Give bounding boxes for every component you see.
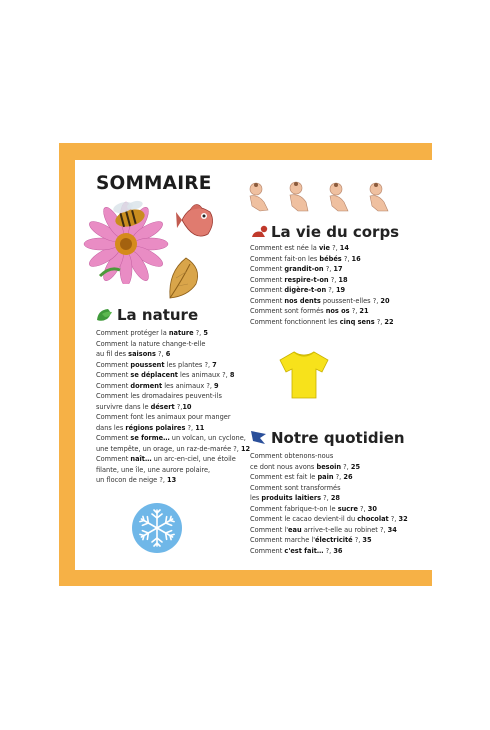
toc-entry [96,444,250,455]
toc-entry [250,483,408,494]
toc-entry [96,433,250,444]
entry-text: Comment [96,381,131,390]
entry-keyword: eau [288,525,302,534]
page-number: 6 [165,350,171,358]
page-number: 13 [167,476,177,484]
baby-icon [250,225,268,239]
entry-text: Comment [250,286,285,294]
fish-illustration [176,198,218,244]
flag-icon [250,430,268,446]
entry-text: Comment fonctionnent les [250,317,340,326]
entry-text: dans les [96,423,126,432]
entry-text: Comment la nature change-t-elle [96,339,206,348]
page-number: 32 [398,515,408,523]
toc-entry [250,493,408,504]
entry-text: Comment [96,455,131,463]
entry-text: filante, une île, une aurore polaire, [96,465,211,474]
page-number: 22 [384,317,394,326]
entry-keyword: pain [317,473,334,481]
entry-text: Comment protéger la [96,329,169,337]
entry-keyword: c'est fait… [284,546,324,555]
section-nature-heading: La nature [96,306,198,324]
entry-text: Comment [96,371,131,379]
entry-keyword: se forme… [130,434,170,442]
entry-text: Comment sont formés [250,307,326,315]
toc-entry [250,504,408,515]
entry-suffix: ?, [323,546,334,555]
toc-entry [96,339,250,350]
entry-keyword: vie [318,244,330,252]
entry-text: Comment [96,360,131,369]
tshirt-illustration [278,350,330,400]
toc-entry [250,525,408,536]
toc-entry [250,546,408,557]
entry-text: un flocon de neige ?, [96,476,168,484]
entry-suffix: ?, [352,536,363,544]
entry-text: au fil des [96,350,129,358]
entry-keyword: digère-t-on [284,286,327,294]
entry-suffix: ?, [357,504,368,513]
entry-keyword: sucre [337,504,358,513]
entry-keyword: nos dents [284,296,321,305]
toc-entry [250,317,394,328]
toc-entry [96,328,250,339]
entry-suffix: ?, [333,473,344,481]
entry-keyword: produits laitiers [261,494,322,502]
page-number: 16 [351,254,361,263]
page-number: 8 [229,371,235,379]
entry-suffix: poussent-elles ?, [320,296,381,305]
page-number: 21 [359,307,369,315]
toc-entry [250,254,394,265]
entry-keyword: saisons [128,350,156,358]
page-number: 14 [339,244,349,252]
entry-text: Comment [250,546,285,555]
corps-entries [250,243,394,327]
entry-keyword: bébés [319,254,342,263]
toc-entry [250,306,394,317]
page-number: 30 [367,504,377,513]
toc-entry [96,454,250,465]
toc-entry [250,462,408,473]
entry-suffix: un arc-en-ciel, une étoile [151,455,236,463]
entry-suffix: ?, [328,275,339,284]
toc-entry [96,381,250,392]
entry-text: Comment est née la [250,244,319,252]
page-number: 17 [333,265,343,273]
page-number: 20 [380,296,390,305]
page-number: 9 [214,381,219,390]
toc-entry [96,370,250,381]
toc-entry [96,402,250,413]
entry-suffix: ?, [185,423,196,432]
entry-suffix: ?, [174,402,183,411]
toc-entry [250,275,394,286]
flower-bee-illustration [80,196,172,284]
entry-text: Comment fabrique-t-on le [250,504,338,513]
toc-entry [250,472,408,483]
entry-suffix: les animaux ?, [177,371,230,379]
entry-text: Comment [250,265,285,273]
entry-suffix: ?, [349,307,360,315]
page-number: 7 [212,360,217,369]
toc-entry [250,243,394,254]
toc-entry [96,360,250,371]
toc-entry [96,423,250,434]
entry-keyword: cinq sens [339,317,375,326]
page-number: 5 [203,329,208,337]
toc-entry [250,296,394,307]
page-number: 26 [343,473,353,481]
entry-keyword: besoin [316,462,342,471]
page-number: 35 [362,536,372,544]
entry-keyword: respire-t-on [284,275,329,284]
entry-keyword: naît… [130,455,152,463]
toc-entry [250,264,394,275]
entry-text: Comment l' [250,525,289,534]
entry-text: les [250,494,262,502]
toc-entry [96,465,250,476]
entry-text: Comment font les animaux pour manger [96,413,231,421]
entry-text: Comment sont transformés [250,483,341,492]
entry-text: Comment les dromadaires peuvent-ils [96,392,222,400]
snowflake-illustration [131,502,183,554]
entry-keyword: nature [168,329,194,337]
section-corps-heading: La vie du corps [250,223,399,241]
page-number: 12 [240,444,251,453]
entry-suffix: un volcan, un cyclone, [169,434,246,442]
page-number: 36 [333,546,343,555]
entry-text: Comment marche l' [250,536,316,544]
section-quotidien-heading: Notre quotidien [250,429,405,447]
toc-entry [250,514,408,525]
entry-suffix: ?, [323,265,334,273]
page-title: SOMMAIRE [96,173,212,194]
entry-keyword: grandit-on [284,265,324,273]
page-number: 11 [195,423,205,432]
entry-keyword: régions polaires [125,423,186,432]
toc-entry [96,391,250,402]
entry-text: Comment est fait le [250,473,318,481]
page-number: 19 [335,286,346,294]
entry-keyword: désert [150,402,175,411]
entry-suffix: ?, [329,244,340,252]
toc-entry [96,475,250,486]
toc-entry [250,535,408,546]
quotidien-entries [250,451,408,556]
entry-keyword: chocolat [357,515,389,523]
entry-text: Comment le cacao devient-il du [250,515,358,523]
toc-entry [96,412,250,423]
entry-suffix: ?, [321,494,331,502]
entry-keyword: poussent [130,360,165,369]
entry-suffix: les plantes ?, [164,360,213,369]
entry-suffix: ?, [341,254,352,263]
page-number: 25 [350,462,361,471]
entry-keyword: dorment [130,381,163,390]
entry-suffix: arrive-t-elle au robinet ?, [301,525,388,534]
entry-suffix: ?, [326,286,336,294]
entry-suffix: ?, [193,329,204,337]
toc-entry [250,285,394,296]
nature-entries [96,328,250,486]
entry-suffix: les animaux ?, [162,381,215,390]
entry-suffix: ?, [341,462,351,471]
babies-illustration [246,180,396,214]
entry-keyword: se déplacent [130,371,178,379]
entry-suffix: ?, [388,515,399,523]
entry-text: ce dont nous avons [250,462,317,471]
entry-suffix: ?, [155,350,166,358]
page-number: 10 [182,402,192,411]
entry-text: une tempête, un orage, un raz-de-marée ?, [96,444,241,453]
entry-text: Comment [250,275,285,284]
entry-text: Comment fait-on les [250,254,320,263]
entry-suffix: ?, [374,317,385,326]
leaf-icon [96,308,114,322]
entry-text: Comment obtenons-nous [250,452,334,460]
leaf-illustration [166,254,204,300]
page-number: 34 [387,525,397,534]
entry-keyword: électricité [315,536,353,544]
page-number: 18 [338,275,348,284]
toc-entry [96,349,250,360]
entry-text: Comment [96,434,131,442]
entry-keyword: nos os [325,307,350,315]
page-number: 28 [330,494,340,502]
toc-entry [250,451,408,462]
entry-text: Comment [250,296,285,305]
entry-text: survivre dans le [96,402,151,411]
